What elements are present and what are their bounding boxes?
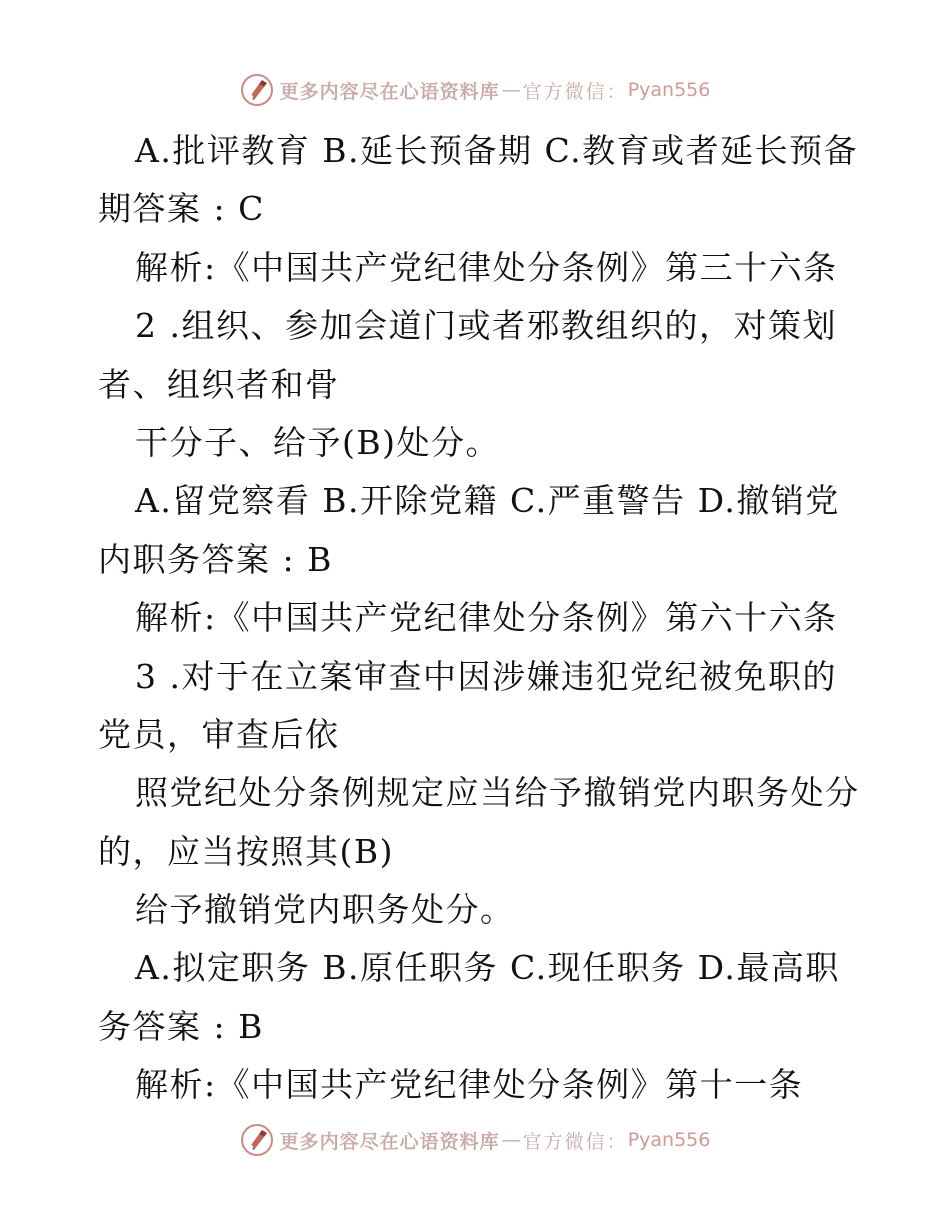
banner-site-text: 更多内容尽在心语资料库 bbox=[279, 80, 500, 103]
question-1-options-line: A.批评教育 B.延长预备期 C.教育或者延长预备 bbox=[135, 131, 859, 170]
banner-contact-id: Pyan556 bbox=[627, 1129, 711, 1151]
question-2-options-line: A.留党察看 B.开除党籍 C.严重警告 D.撤销党 bbox=[135, 481, 840, 521]
banner-separator: — bbox=[501, 1129, 521, 1151]
question-2-stem-line-3: 干分子、给予(B)处分。 bbox=[135, 422, 500, 462]
question-3-stem-line-1: 3 .对于在立案审查中因涉嫌违犯党纪被免职的 bbox=[135, 656, 837, 696]
question-1-answer-line: 期答案 : C bbox=[98, 189, 265, 229]
question-3-stem-line-3: 照党纪处分条例规定应当给予撤销党内职务处分 bbox=[135, 773, 860, 813]
banner-contact-label: 官方微信： bbox=[522, 1130, 628, 1153]
question-3-stem-line-4: 的，应当按照其(B) bbox=[98, 831, 394, 871]
question-2-answer-line: 内职务答案 : B bbox=[98, 539, 333, 579]
question-2-analysis: 解析:《中国共产党纪律处分条例》第六十六条 bbox=[135, 598, 838, 638]
header-watermark-banner bbox=[0, 70, 950, 110]
banner-site-text: 更多内容尽在心语资料库 bbox=[279, 1130, 500, 1153]
banner-separator: — bbox=[501, 79, 521, 101]
document-body bbox=[98, 122, 858, 1115]
question-3-stem-line-2: 党员，审查后依 bbox=[98, 714, 340, 754]
footer-watermark-banner bbox=[0, 1120, 950, 1160]
banner-contact-label: 官方微信： bbox=[522, 80, 628, 103]
question-3-analysis: 解析:《中国共产党纪律处分条例》第十一条 bbox=[135, 1065, 804, 1105]
question-3-options-line: A.拟定职务 B.原任职务 C.现任职务 D.最高职 bbox=[135, 948, 840, 988]
question-2-stem-line-2: 者、组织者和骨 bbox=[98, 364, 340, 404]
pen-nib-logo-icon bbox=[240, 73, 274, 107]
question-1-analysis: 解析:《中国共产党纪律处分条例》第三十六条 bbox=[135, 247, 838, 287]
banner-contact-id: Pyan556 bbox=[627, 79, 711, 101]
question-2-stem-line-1: 2 .组织、参加会道门或者邪教组织的，对策划 bbox=[135, 306, 837, 346]
question-3-stem-line-5: 给予撤销党内职务处分。 bbox=[135, 890, 515, 930]
pen-nib-logo-icon bbox=[240, 1123, 274, 1157]
question-3-answer-line: 务答案 : B bbox=[98, 1006, 264, 1046]
